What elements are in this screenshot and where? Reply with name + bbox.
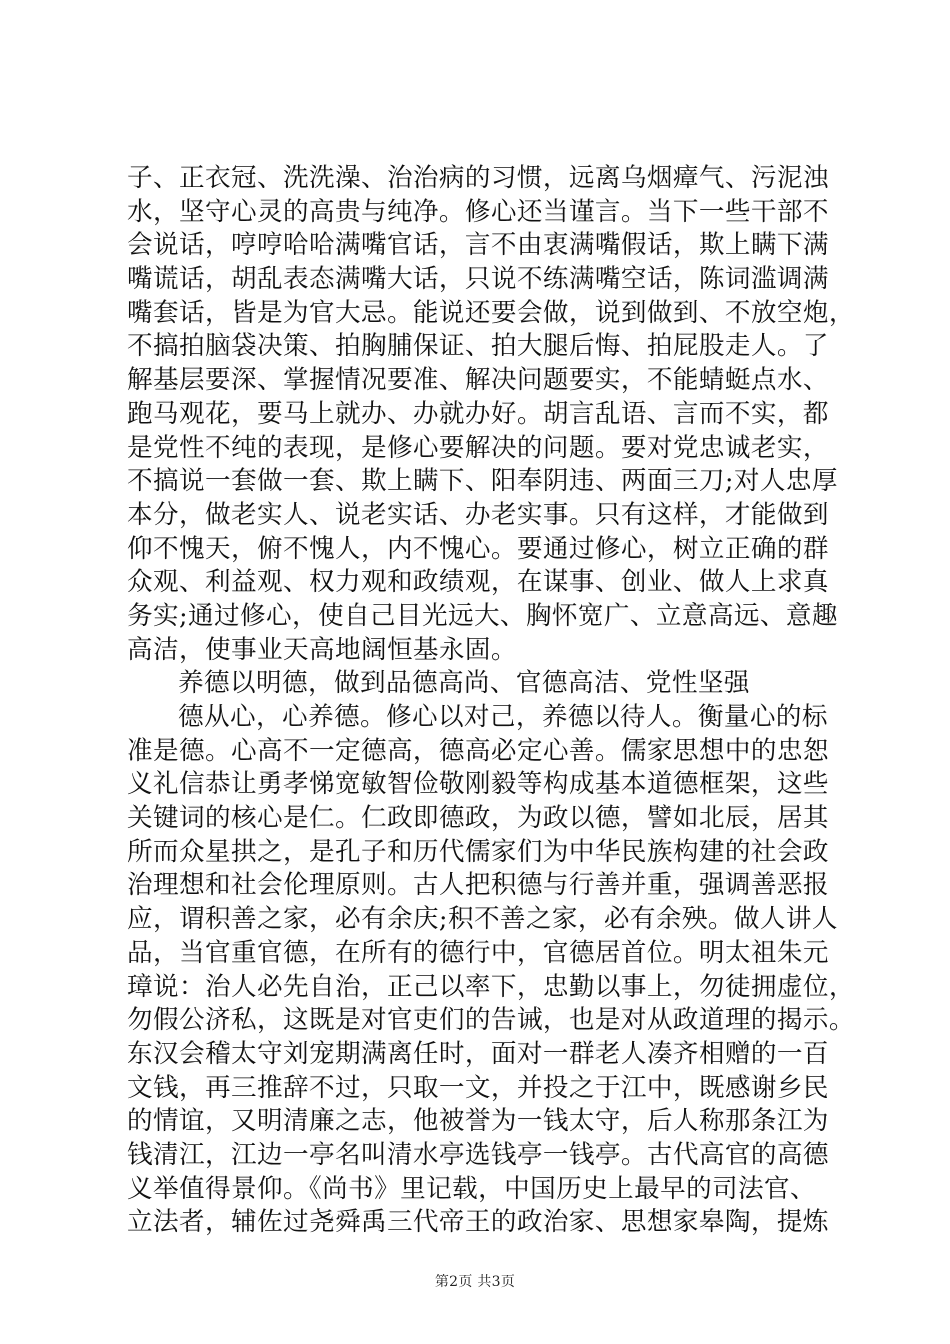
text-line: 关键词的核心是仁。仁政即德政，为政以德，譬如北辰，居其 <box>127 803 829 834</box>
text-line: 璋说：治人必先自治，正己以率下，忠勤以事上，勿徒拥虚位， <box>127 971 855 1002</box>
text-line: 义举值得景仰。《尚书》里记载，中国历史上最早的司法官、 <box>127 1173 817 1204</box>
text-line: 务实;通过修心，使自己目光远大、胸怀宽广、立意高远、意趣 <box>127 600 838 631</box>
text-line: 本分，做老实人、说老实话、办老实事。只有这样，才能做到 <box>127 499 829 530</box>
text-line: 应，谓积善之家，必有余庆;积不善之家，必有余殃。做人讲人 <box>127 904 838 935</box>
text-line: 东汉会稽太守刘宠期满离任时，面对一群老人凑齐相赠的一百 <box>127 1038 829 1069</box>
text-line: 是党性不纯的表现，是修心要解决的问题。要对党忠诚老实， <box>127 432 829 463</box>
text-line: 钱清江，江边一亭名叫清水亭选钱亭一钱亭。古代高官的高德 <box>127 1139 829 1170</box>
body-text <box>127 162 855 1240</box>
text-line: 跑马观花，要马上就办、办就办好。胡言乱语、言而不实，都 <box>127 398 829 429</box>
text-line: 义礼信恭让勇孝悌宽敏智俭敬刚毅等构成基本道德框架，这些 <box>127 769 829 800</box>
text-line: 的情谊，又明清廉之志，他被誉为一钱太守，后人称那条江为 <box>127 1106 829 1137</box>
text-line: 仰不愧天，俯不愧人，内不愧心。要通过修心，树立正确的群 <box>127 533 829 564</box>
text-line: 不搞拍脑袋决策、拍胸脯保证、拍大腿后悔、拍屁股走人。了 <box>127 331 829 362</box>
text-line: 所而众星拱之，是孔子和历代儒家们为中华民族构建的社会政 <box>127 836 829 867</box>
text-line: 水，坚守心灵的高贵与纯净。修心还当谨言。当下一些干部不 <box>127 196 829 227</box>
text-line: 立法者，辅佐过尧舜禹三代帝王的政治家、思想家皋陶，提炼 <box>127 1207 829 1238</box>
text-line: 文钱，再三推辞不过，只取一文，并投之于江中，既感谢乡民 <box>127 1072 829 1103</box>
text-line: 不搞说一套做一套、欺上瞒下、阳奉阴违、两面三刀;对人忠厚 <box>127 466 838 497</box>
text-line: 治理想和社会伦理原则。古人把积德与行善并重，强调善恶报 <box>127 870 829 901</box>
text-line: 品，当官重官德，在所有的德行中，官德居首位。明太祖朱元 <box>127 937 829 968</box>
text-line: 高洁，使事业天高地阔恒基永固。 <box>127 634 517 665</box>
text-line: 解基层要深、掌握情况要准、解决问题要实，不能蜻蜓点水、 <box>127 365 829 396</box>
text-line: 嘴谎话，胡乱表态满嘴大话，只说不练满嘴空话，陈词滥调满 <box>127 264 829 295</box>
text-line: 会说话，哼哼哈哈满嘴官话，言不由衷满嘴假话，欺上瞒下满 <box>127 230 829 261</box>
text-line: 德从心，心养德。修心以对己，养德以待人。衡量心的标 <box>178 702 828 732</box>
text-line: 子、正衣冠、洗洗澡、治治病的习惯，远离乌烟瘴气、污泥浊 <box>127 163 829 193</box>
page-footer: 第2页 共3页 <box>434 1274 516 1290</box>
text-line: 勿假公济私，这既是对官吏们的告诫，也是对从政道理的揭示。 <box>127 1005 855 1036</box>
text-line: 准是德。心高不一定德高，德高必定心善。儒家思想中的忠恕 <box>127 735 829 766</box>
text-line: 众观、利益观、权力观和政绩观，在谋事、创业、做人上求真 <box>127 567 829 598</box>
text-line: 养德以明德，做到品德高尚、官德高洁、党性坚强 <box>178 668 750 699</box>
text-line: 嘴套话，皆是为官大忌。能说还要会做，说到做到、不放空炮， <box>127 297 855 328</box>
